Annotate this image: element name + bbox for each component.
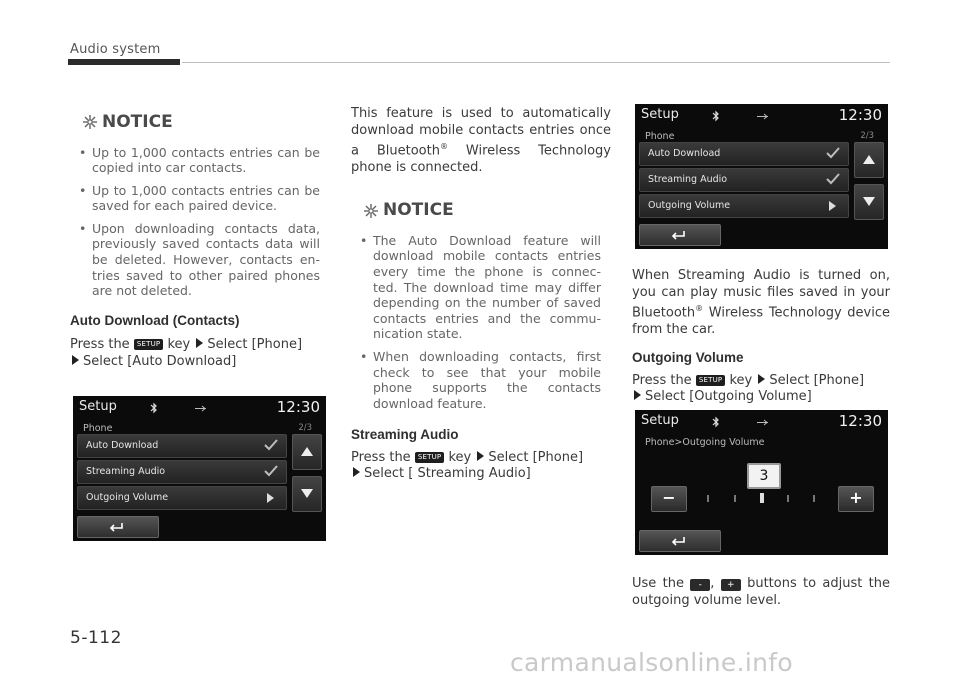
- bullet: •: [79, 144, 87, 160]
- screen-time: 12:30: [838, 106, 882, 124]
- screen-title-bar: [635, 410, 888, 434]
- notice-list: [70, 145, 320, 299]
- right-triangle-icon: [267, 493, 274, 503]
- instruction-auto-download: Press the SETUP key Select [Phone] Select [Auto Download]: [70, 337, 303, 369]
- right-triangle-icon: [758, 374, 765, 384]
- back-icon: [670, 535, 686, 546]
- setup-key-icon: SETUP: [134, 339, 164, 350]
- usb-icon: [757, 113, 769, 120]
- middle-column: [351, 106, 611, 483]
- down-arrow-icon: [863, 197, 875, 206]
- screen-title: Setup: [641, 413, 679, 428]
- list-item: • Upon downloading contacts data, previously saved contacts data will be deleted. However, contacts en- tries saved to other paired phones are not deleted.: [79, 220, 320, 299]
- header-bar: [68, 59, 180, 65]
- list-item: • Up to 1,000 contacts entries can be copied into car contacts.: [79, 144, 320, 176]
- volume-instruction: Use the - , + buttons to adjust the outgoing volume level.: [632, 576, 891, 608]
- screen-title-bar: [73, 396, 326, 420]
- screen-subtitle: Phone>Outgoing Volume: [645, 437, 765, 448]
- usb-icon: [195, 405, 207, 412]
- check-icon: [826, 173, 840, 185]
- right-triangle-icon: [477, 451, 484, 461]
- notice-list: [351, 233, 611, 412]
- check-icon: [826, 147, 840, 159]
- back-icon: [108, 521, 124, 532]
- bullet: •: [79, 182, 87, 198]
- subheading-auto-download: Auto Download (Contacts): [70, 312, 240, 328]
- subheading-outgoing-volume: Outgoing Volume: [632, 350, 744, 366]
- notice-heading: [82, 114, 320, 131]
- right-triangle-icon: [353, 467, 360, 477]
- screen-subtitle: Phone: [645, 131, 675, 142]
- bluetooth-icon: [150, 401, 158, 415]
- volume-minus-button[interactable]: −: [651, 486, 687, 512]
- screen-title-bar: [635, 104, 888, 128]
- volume-level-marker: [760, 493, 764, 503]
- usb-icon: [757, 419, 769, 426]
- right-column: [632, 268, 890, 406]
- volume-value: 3: [747, 463, 781, 489]
- plus-button-icon: +: [721, 579, 741, 591]
- screen-subtitle: Phone: [83, 423, 113, 434]
- scroll-up-button[interactable]: [292, 434, 322, 470]
- check-icon: [264, 439, 278, 451]
- subheading-streaming-audio: Streaming Audio: [351, 427, 459, 443]
- right-triangle-icon: [196, 338, 203, 348]
- volume-tick: [813, 495, 815, 502]
- bluetooth-icon: [712, 109, 720, 123]
- screen-page: 2/3: [298, 423, 312, 433]
- watermark[interactable]: carmanualsonline.info: [510, 648, 793, 677]
- menu-row-streaming-audio[interactable]: Streaming Audio: [639, 168, 849, 192]
- right-triangle-icon: [634, 390, 641, 400]
- setup-key-icon: SETUP: [696, 375, 726, 386]
- list-item: • When downloading contacts, first check to see that your mobile phone supports the contacts download feature.: [360, 348, 601, 411]
- scroll-down-button[interactable]: [854, 184, 884, 220]
- minus-button-icon: -: [690, 579, 710, 591]
- check-icon: [264, 465, 278, 477]
- bullet: •: [360, 232, 368, 248]
- setup-key-icon: SETUP: [415, 452, 445, 463]
- back-icon: [670, 229, 686, 240]
- bullet: •: [79, 220, 87, 236]
- list-item: • The Auto Download feature will download mobile contacts entries every time the phone is connec- ted. The download time may differ depending on the number of saved contacts entries and the commu- nication state.: [360, 232, 601, 342]
- volume-plus-button[interactable]: +: [838, 486, 874, 512]
- scroll-down-button[interactable]: [292, 476, 322, 512]
- notice-star-icon: [82, 114, 98, 130]
- menu-row-auto-download[interactable]: Auto Download: [77, 434, 287, 458]
- menu-row-auto-download[interactable]: Auto Download: [639, 142, 849, 166]
- screen-page: 2/3: [860, 131, 874, 141]
- screen-title: Setup: [641, 107, 679, 122]
- down-arrow-icon: [301, 489, 313, 498]
- menu-row-streaming-audio[interactable]: Streaming Audio: [77, 460, 287, 484]
- notice-title: NOTICE: [383, 200, 454, 221]
- section-title: Audio system: [70, 42, 161, 57]
- instruction-streaming-audio: Press the SETUP key Select [Phone] Select [ Streaming Audio]: [351, 449, 584, 482]
- right-triangle-icon: [829, 201, 836, 211]
- right-triangle-icon: [72, 355, 79, 365]
- setup-screen-outgoing-volume: [635, 410, 888, 555]
- streaming-paragraph: When Streaming Audio is turned on, you can play music files saved in your Bluetooth® Wireless Technology device from the car.: [632, 268, 890, 337]
- menu-row-outgoing-volume[interactable]: Outgoing Volume: [77, 486, 287, 510]
- instruction-outgoing-volume: Press the SETUP key Select [Phone] Select [Outgoing Volume]: [632, 372, 865, 405]
- header-rule: [182, 62, 890, 63]
- list-item: • Up to 1,000 contacts entries can be saved for each paired device.: [79, 182, 320, 214]
- setup-screen-phone-2: [635, 104, 888, 249]
- notice-heading: [363, 202, 611, 219]
- screen-title: Setup: [79, 399, 117, 414]
- back-button[interactable]: [639, 224, 721, 246]
- menu-row-outgoing-volume[interactable]: Outgoing Volume: [639, 194, 849, 218]
- back-button[interactable]: [639, 530, 721, 552]
- volume-tick: [707, 495, 709, 502]
- screen-time: 12:30: [276, 398, 320, 416]
- page-number: 5-112: [70, 628, 122, 648]
- notice-title: NOTICE: [102, 112, 173, 132]
- volume-tick: [734, 495, 736, 502]
- bullet: •: [360, 348, 368, 364]
- up-arrow-icon: [301, 447, 313, 456]
- left-column: [70, 114, 320, 370]
- screen-time: 12:30: [838, 412, 882, 430]
- bluetooth-icon: [712, 415, 720, 429]
- scroll-up-button[interactable]: [854, 142, 884, 178]
- up-arrow-icon: [863, 155, 875, 164]
- notice-star-icon: [363, 203, 379, 219]
- back-button[interactable]: [77, 516, 159, 538]
- volume-tick: [787, 495, 789, 502]
- intro-paragraph: This feature is used to automatically download mobile contacts entries once a Bluetooth® Wireless Technology phone is connected.: [351, 106, 611, 175]
- setup-screen-phone: [73, 396, 326, 541]
